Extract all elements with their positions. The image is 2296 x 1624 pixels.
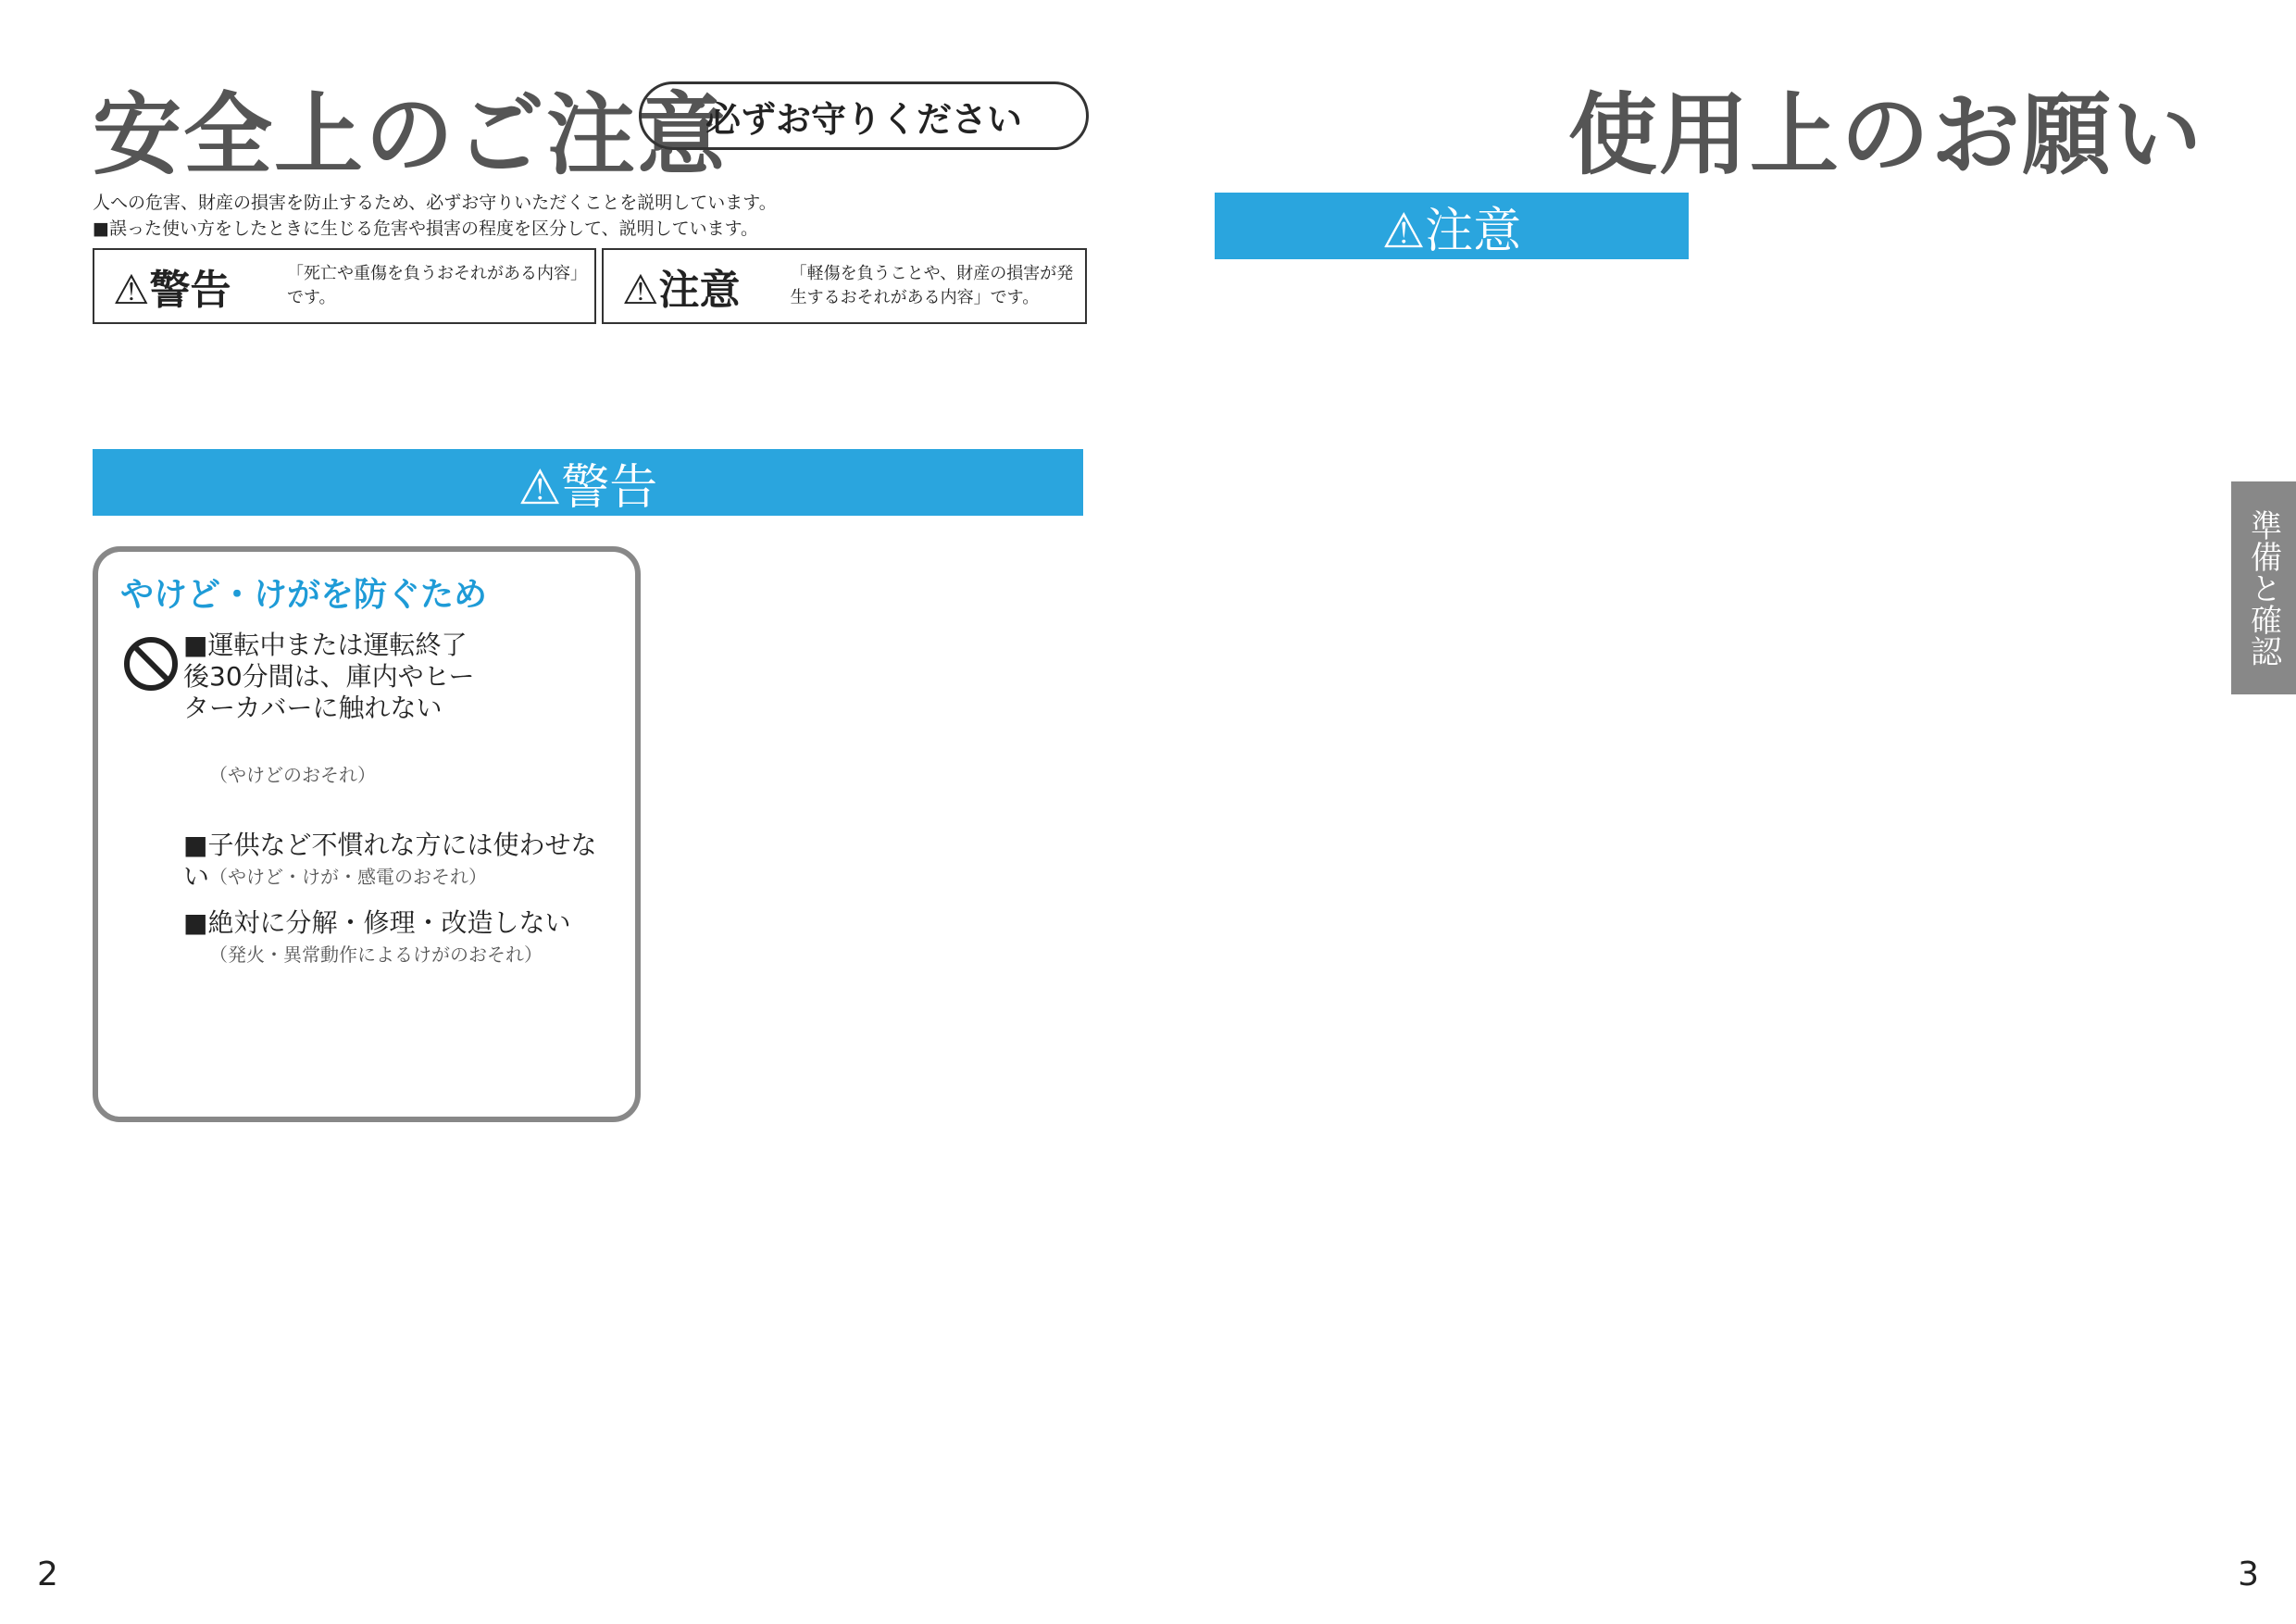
legend-warning xyxy=(93,248,596,324)
burn-injury-box xyxy=(93,546,641,1122)
burn-box-heading: やけど・けがを防ぐため xyxy=(120,576,488,614)
burn-item-2-note: （やけど・けが・感電のおそれ） xyxy=(209,866,487,888)
warning-banner: ⚠警告 xyxy=(93,449,1083,516)
warning-desc: 「死亡や重傷を負うおそれがある内容」です。 xyxy=(287,264,587,307)
prohibit-icon xyxy=(124,637,178,691)
section-side-tab: 準備と確認 xyxy=(2231,481,2296,694)
page-title-left: 安全上のご注意 xyxy=(93,83,728,187)
burn-item-3: ■絶対に分解・修理・改造しない xyxy=(183,907,571,938)
page-number-right: 3 xyxy=(2238,1555,2259,1593)
legend-caution xyxy=(602,248,1087,324)
must-follow-badge: 必ずお守りください xyxy=(639,81,1089,150)
page-number-left: 2 xyxy=(37,1555,58,1593)
burn-item-1-note: （やけどのおそれ） xyxy=(209,764,376,786)
burn-item-1: ■運転中または運転終了後30分間は、庫内やヒーターカバーに触れない xyxy=(183,630,475,723)
intro-text xyxy=(93,190,777,242)
intro-line-1: 人への危害、財産の損害を防止するため、必ずお守りいただくことを説明しています。 xyxy=(93,193,777,213)
intro-line-2: ■誤った使い方をしたときに生じる危害や損害の程度を区分して、説明しています。 xyxy=(93,219,759,239)
burn-item-3-note: （発火・異常動作によるけがのおそれ） xyxy=(209,943,543,966)
caution-desc: 「軽傷を負うことや、財産の損害が発生するおそれがある内容」です。 xyxy=(790,264,1074,307)
page-title-right: 使用上のお願い xyxy=(1568,83,2203,187)
caution-banner: ⚠注意 xyxy=(1215,193,1689,259)
burn-item-2: ■子供など不慣れな方には使わせない xyxy=(183,830,597,892)
warning-mark: ⚠警告 xyxy=(113,267,231,314)
caution-mark: ⚠注意 xyxy=(622,267,741,314)
